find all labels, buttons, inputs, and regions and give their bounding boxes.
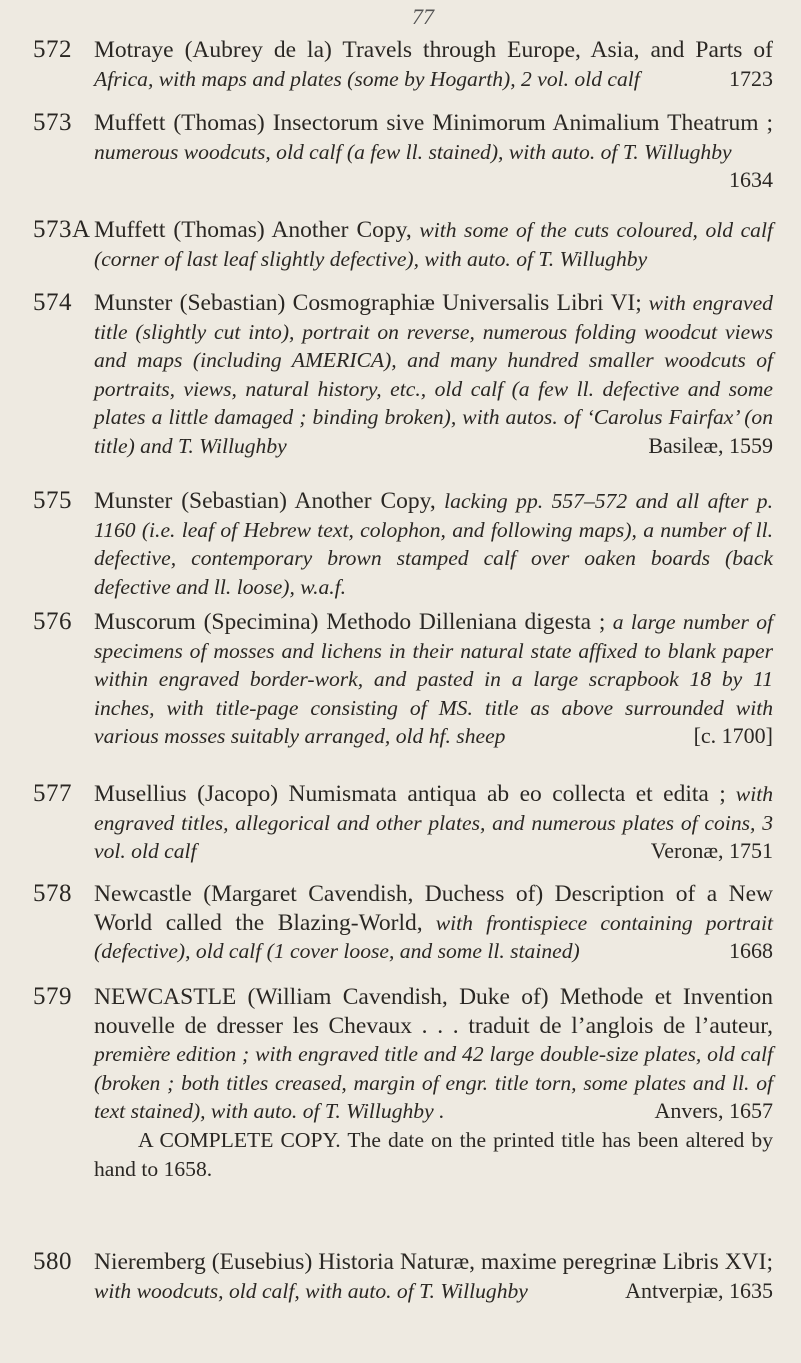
lot-number: 574 xyxy=(33,289,72,316)
entry-heading: Musellius (Jacopo) Numismata antiqua ab eo collecta et edita ; xyxy=(94,781,726,807)
entry-description: a large number of specimens of mosses and lichens in their natural state affixed to blank paper within engraved border-work, and pasted in a large scrapbook 18 by 11 inches, with title-page consisting of MS. title as above surrounded with various mosses suitably arranged, old hf. sheep xyxy=(94,610,773,749)
entry-heading: Nieremberg (Eusebius) Historia Naturæ, maxime peregrinæ Libris XVI; xyxy=(94,1249,773,1275)
entry-description: lacking pp. 557–572 and all after p. 1160 (i.e. leaf of Hebrew text, colophon, and following maps), a number of ll. defective, contemporary brown stamped calf over oaken boards (back defective and ll. loose), w.a.f. xyxy=(94,489,774,599)
lot-number: 577 xyxy=(33,780,72,807)
lot-number: 573 xyxy=(33,109,72,136)
entry-imprint: Veronæ, 1751 xyxy=(650,838,773,864)
lot-number: 578 xyxy=(33,880,72,907)
entry-heading: Newcastle (Margaret Cavendish, Duchess of) Description of a New World called the Blazing-World, xyxy=(94,881,773,936)
entry-imprint: 1634 xyxy=(729,167,773,193)
entry-description: with engraved titles, allegorical and other plates, and numerous plates of coins, 3 vol. old calf xyxy=(94,782,773,864)
entry-heading: Motraye (Aubrey de la) Travels through Europe, Asia, and Parts of xyxy=(94,37,773,63)
lot-number: 573A xyxy=(33,216,91,243)
lot-number: 572 xyxy=(33,36,72,63)
lot-number: 576 xyxy=(33,608,72,635)
entry-description: with some of the cuts coloured, old calf (corner of last leaf slightly defective), with auto. of T. Willughby xyxy=(94,218,773,271)
lot-number: 579 xyxy=(33,983,72,1010)
entry-imprint: Antverpiæ, 1635 xyxy=(625,1277,773,1303)
entry-description: première edition ; with engraved title and 42 large double-size plates, old calf (broken ; both titles creased, margin of engr. title torn, some plates and ll. of text stained), with auto. of T. Willughby . xyxy=(94,1042,773,1124)
lot-number: 580 xyxy=(33,1248,72,1275)
entry-description: with frontispiece containing portrait (defective), old calf (1 cover loose, and some ll. stained) xyxy=(94,910,773,964)
entry-note: A COMPLETE COPY. The date on the printed title has been altered by hand to 1658. xyxy=(94,1127,773,1181)
entry-imprint: 1723 xyxy=(729,65,773,91)
page-number: 77 xyxy=(412,4,434,29)
entry-heading: NEWCASTLE (William Cavendish, Duke of) Methode et Invention nouvelle de dresser les Chevaux . . . traduit de l’anglois de l’auteur, xyxy=(94,984,773,1039)
entry-heading: Muffett (Thomas) Another Copy, xyxy=(94,217,412,243)
lot-number: 575 xyxy=(33,487,72,514)
entry-description: Africa, with maps and plates (some by Hogarth), 2 vol. old calf xyxy=(94,66,640,91)
entry-heading: Muffett (Thomas) Insectorum sive Minimorum Animalium Theatrum ; xyxy=(94,110,773,136)
entry-heading: Munster (Sebastian) Another Copy, xyxy=(94,488,436,514)
entry-imprint: Anvers, 1657 xyxy=(654,1098,773,1124)
entry-imprint: Basileæ, 1559 xyxy=(648,432,773,458)
entry-heading: Munster (Sebastian) Cosmographiæ Universalis Libri VI; xyxy=(94,290,642,316)
entry-description: with engraved title (slightly cut into), portrait on reverse, numerous folding woodcut views and maps (including AMERICA), and many hundred smaller woodcuts of portraits, views, natural history, etc., old calf (a few ll. defective and some plates a little damaged ; binding broken), with autos. of ‘Carolus Fairfax’ (on title) and T. Willughby xyxy=(94,291,773,458)
entry-description: numerous woodcuts, old calf (a few ll. stained), with auto. of T. Willughby xyxy=(94,139,732,164)
entry-heading: Muscorum (Specimina) Methodo Dilleniana digesta ; xyxy=(94,609,606,635)
entry-imprint: 1668 xyxy=(729,938,773,964)
entry-imprint: [c. 1700] xyxy=(693,723,773,749)
entry-description: with woodcuts, old calf, with auto. of T. Willughby xyxy=(94,1278,528,1303)
